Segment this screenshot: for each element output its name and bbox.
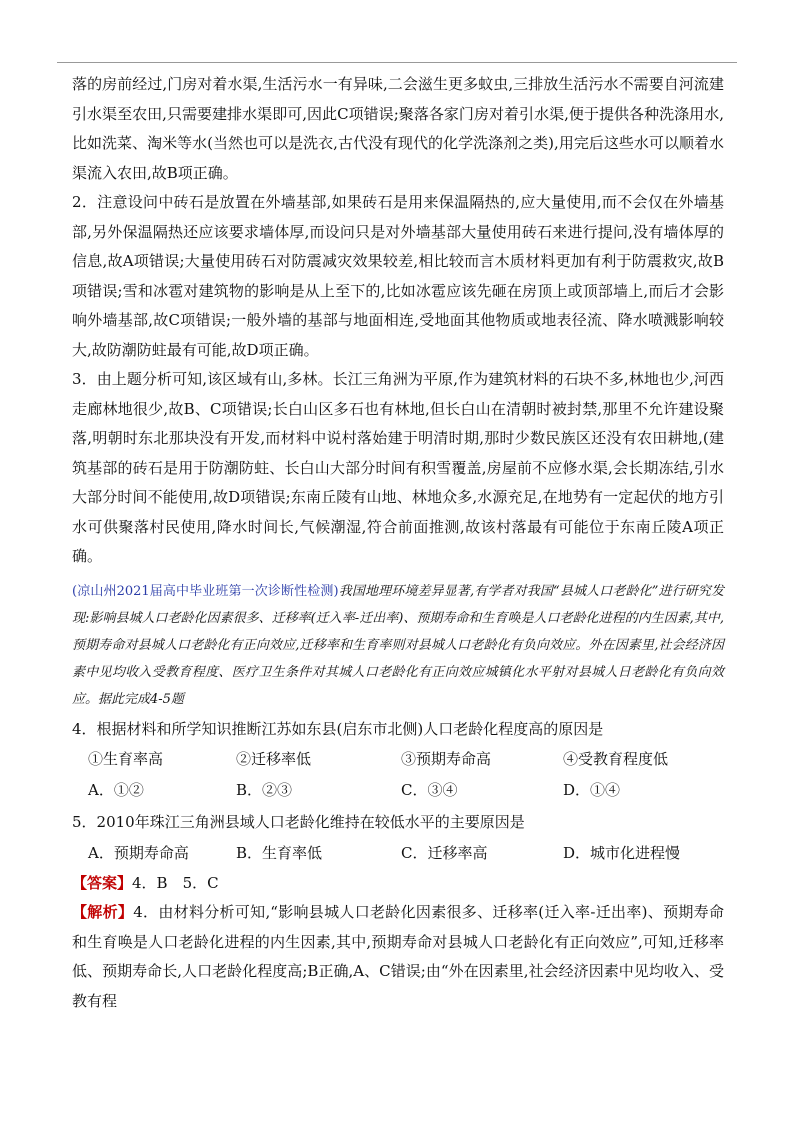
analysis-label: 【解析】 — [72, 903, 134, 921]
q4-option-a: A．①② — [88, 781, 144, 799]
question-4-stem: 4．根据材料和所学知识推断江苏如东县(启东市北侧)人口老龄化程度高的原因是 — [72, 719, 604, 738]
material-text: 我国地理环境差异显著,有学者对我国“县城人口老龄化”进行研究发现:影响县城人口老龄化因素很多、迁移率(迁入率-迁出率)、预期寿命和生育唤是人口老龄化进程的内生因素,其中,预期寿命对县城人口老龄化有正向效应,迁移率和生育率则对县城人口老龄化有负向效应。外在因素里,社会经济因素中见均收入受教育程度、医疗卫生条件对其城人口老龄化有正向效应城镇化水平射对县城人日老龄化有负向效应。据此完成4-5题 — [72, 583, 724, 707]
analysis-text: 4．由材料分析可知,“影响县城人口老龄化因素很多、迁移率(迁入率-迁出率)、预期寿命和生育唤是人口老龄化进程的内生因素,其中,预期寿命对县城人口老龄化有正向效应”,可知,迁移率低、预期寿命长,人口老龄化程度高;B正确,A、C错误;由“外在因素里,社会经济因素中见均收入、受教有程 — [72, 903, 724, 1010]
question-4-options — [72, 775, 724, 806]
q5-option-d: D．城市化进程慢 — [563, 843, 681, 862]
q5-option-b: B．生育率低 — [236, 843, 323, 862]
q4-item-2: ②迁移率低 — [236, 750, 312, 768]
question-5-options — [72, 838, 724, 869]
question-5-stem: 5．2010年珠江三角洲县域人口老龄化维持在较低水平的主要原因是 — [72, 813, 525, 831]
q4-item-1: ①生育率高 — [88, 750, 164, 768]
analysis-paragraph — [72, 898, 724, 1016]
header-rule — [57, 62, 737, 63]
q4-option-d: D．①④ — [563, 781, 621, 799]
question-4-items — [72, 744, 724, 775]
q5-option-c: C．迁移率高 — [401, 843, 488, 862]
answer-line — [72, 869, 724, 899]
q4-item-4: ④受教育程度低 — [563, 750, 669, 768]
paragraph-2: 2．注意设问中砖石是放置在外墙基部,如果砖石是用来保温隔热的,应大量使用,而不会仅在外墙基部,另外保温隔热还应该要求墙体厚,而设问只是对外墙基部大量使用砖石来进行提问,没有墙体厚的信息,故A项错误;大量使用砖石对防震减灾效果较差,相比较而言木质材料更加有利于防震救灾,故B项错误;雪和冰雹对建筑物的影响是从上至下的,比如冰雹应该先砸在房顶上或顶部墙上,而后才会影响外墙基部,故C项错误;一般外墙的基部与地面相连,受地面其他物质或地表径流、降水喷溅影响较大,故防潮防蛀最有可能,故D项正确。 — [72, 193, 724, 359]
material-passage — [72, 578, 724, 713]
answer-text: 4．B 5．C — [132, 873, 219, 892]
q4-item-3: ③预期寿命高 — [401, 750, 492, 768]
paragraph-1: 落的房前经过,门房对着水渠,生活污水一有异味,二会滋生更多蚊虫,三排放生活污水不需要自河流建引水渠至农田,只需要建排水渠即可,因此C项错误;聚落各家门房对着引水渠,便于提供各种洗涤用水,比如洗菜、淘米等水(当然也可以是洗衣,古代没有现代的化学洗涤剂之类),用完后这些水可以顺着水渠流入农田,故B项正确。 — [72, 75, 724, 182]
q4-option-c: C．③④ — [401, 781, 458, 799]
q5-option-a: A．预期寿命高 — [88, 843, 189, 862]
paragraph-3: 3．由上题分析可知,该区域有山,多林。长江三角洲为平原,作为建筑材料的石块不多,林地也少,河西走廊林地很少,故B、C项错误;长白山区多石也有林地,但长白山在清朝时被封禁,那里不允许建设聚落,明朝时东北那块没有开发,而材料中说村落始建于明清时期,那时少数民族区还没有农田耕地,(建筑基部的砖石是用于防潮防蛀、长白山大部分时间有积雪覆盖,房屋前不应修水渠,会长期冻结,引水大部分时间不能使用,故D项错误;东南丘陵有山地、林地众多,水源充足,在地势有一定起伏的地方引水可供聚落村民使用,降水时间长,气候潮湿,符合前面推测,故该村落最有可能位于东南丘陵A项正确。 — [72, 370, 724, 565]
material-source: (凉山州2021届高中毕业班第一次诊断性检测) — [72, 583, 339, 599]
document-body — [72, 70, 724, 1016]
q4-option-b: B．②③ — [236, 781, 293, 799]
answer-label: 【答案】 — [72, 873, 133, 892]
